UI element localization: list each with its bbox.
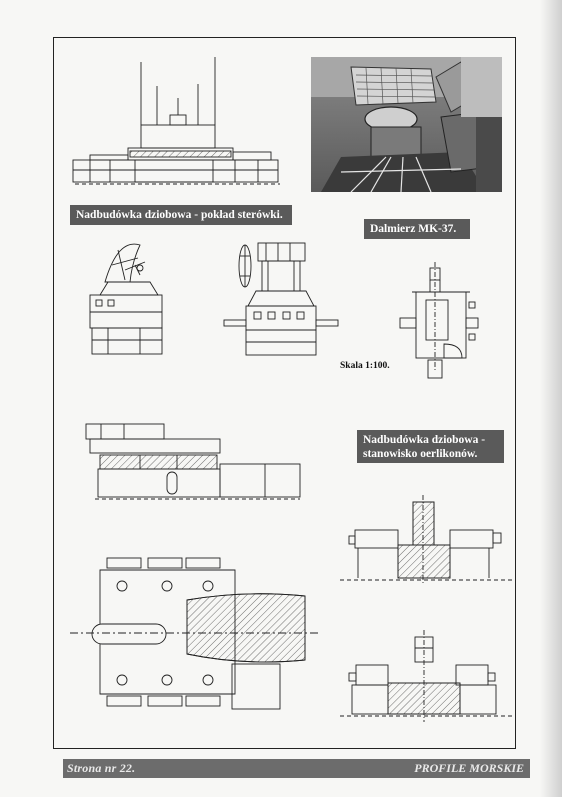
page-footer	[63, 759, 530, 778]
publication-title: PROFILE MORSKIE	[414, 761, 524, 775]
oerlikon-section-lower-drawing	[340, 630, 515, 722]
director-top-drawing	[400, 262, 478, 378]
bridge-elevation-drawing	[73, 57, 280, 184]
page-number: Strona nr 22.	[67, 761, 136, 775]
director-side-drawing	[90, 244, 162, 354]
oerlikon-plan-drawing	[70, 558, 320, 709]
caption-oerlikon-line1: Nadbudówka dziobowa -	[363, 434, 486, 446]
scale-note: Skala 1:100.	[340, 361, 390, 371]
oerlikon-section-upper-drawing	[340, 495, 515, 585]
director-front-drawing	[224, 243, 338, 355]
caption-director-mk37: Dalmierz MK-37.	[364, 219, 470, 239]
caption-oerlikon-line2: stanowisko oerlikonów.	[363, 448, 478, 460]
caption-bridge-deck: Nadbudówka dziobowa - pokład sterówki.	[70, 205, 292, 225]
oerlikon-elevation-drawing	[86, 424, 300, 499]
caption-oerlikon-station	[357, 430, 504, 463]
